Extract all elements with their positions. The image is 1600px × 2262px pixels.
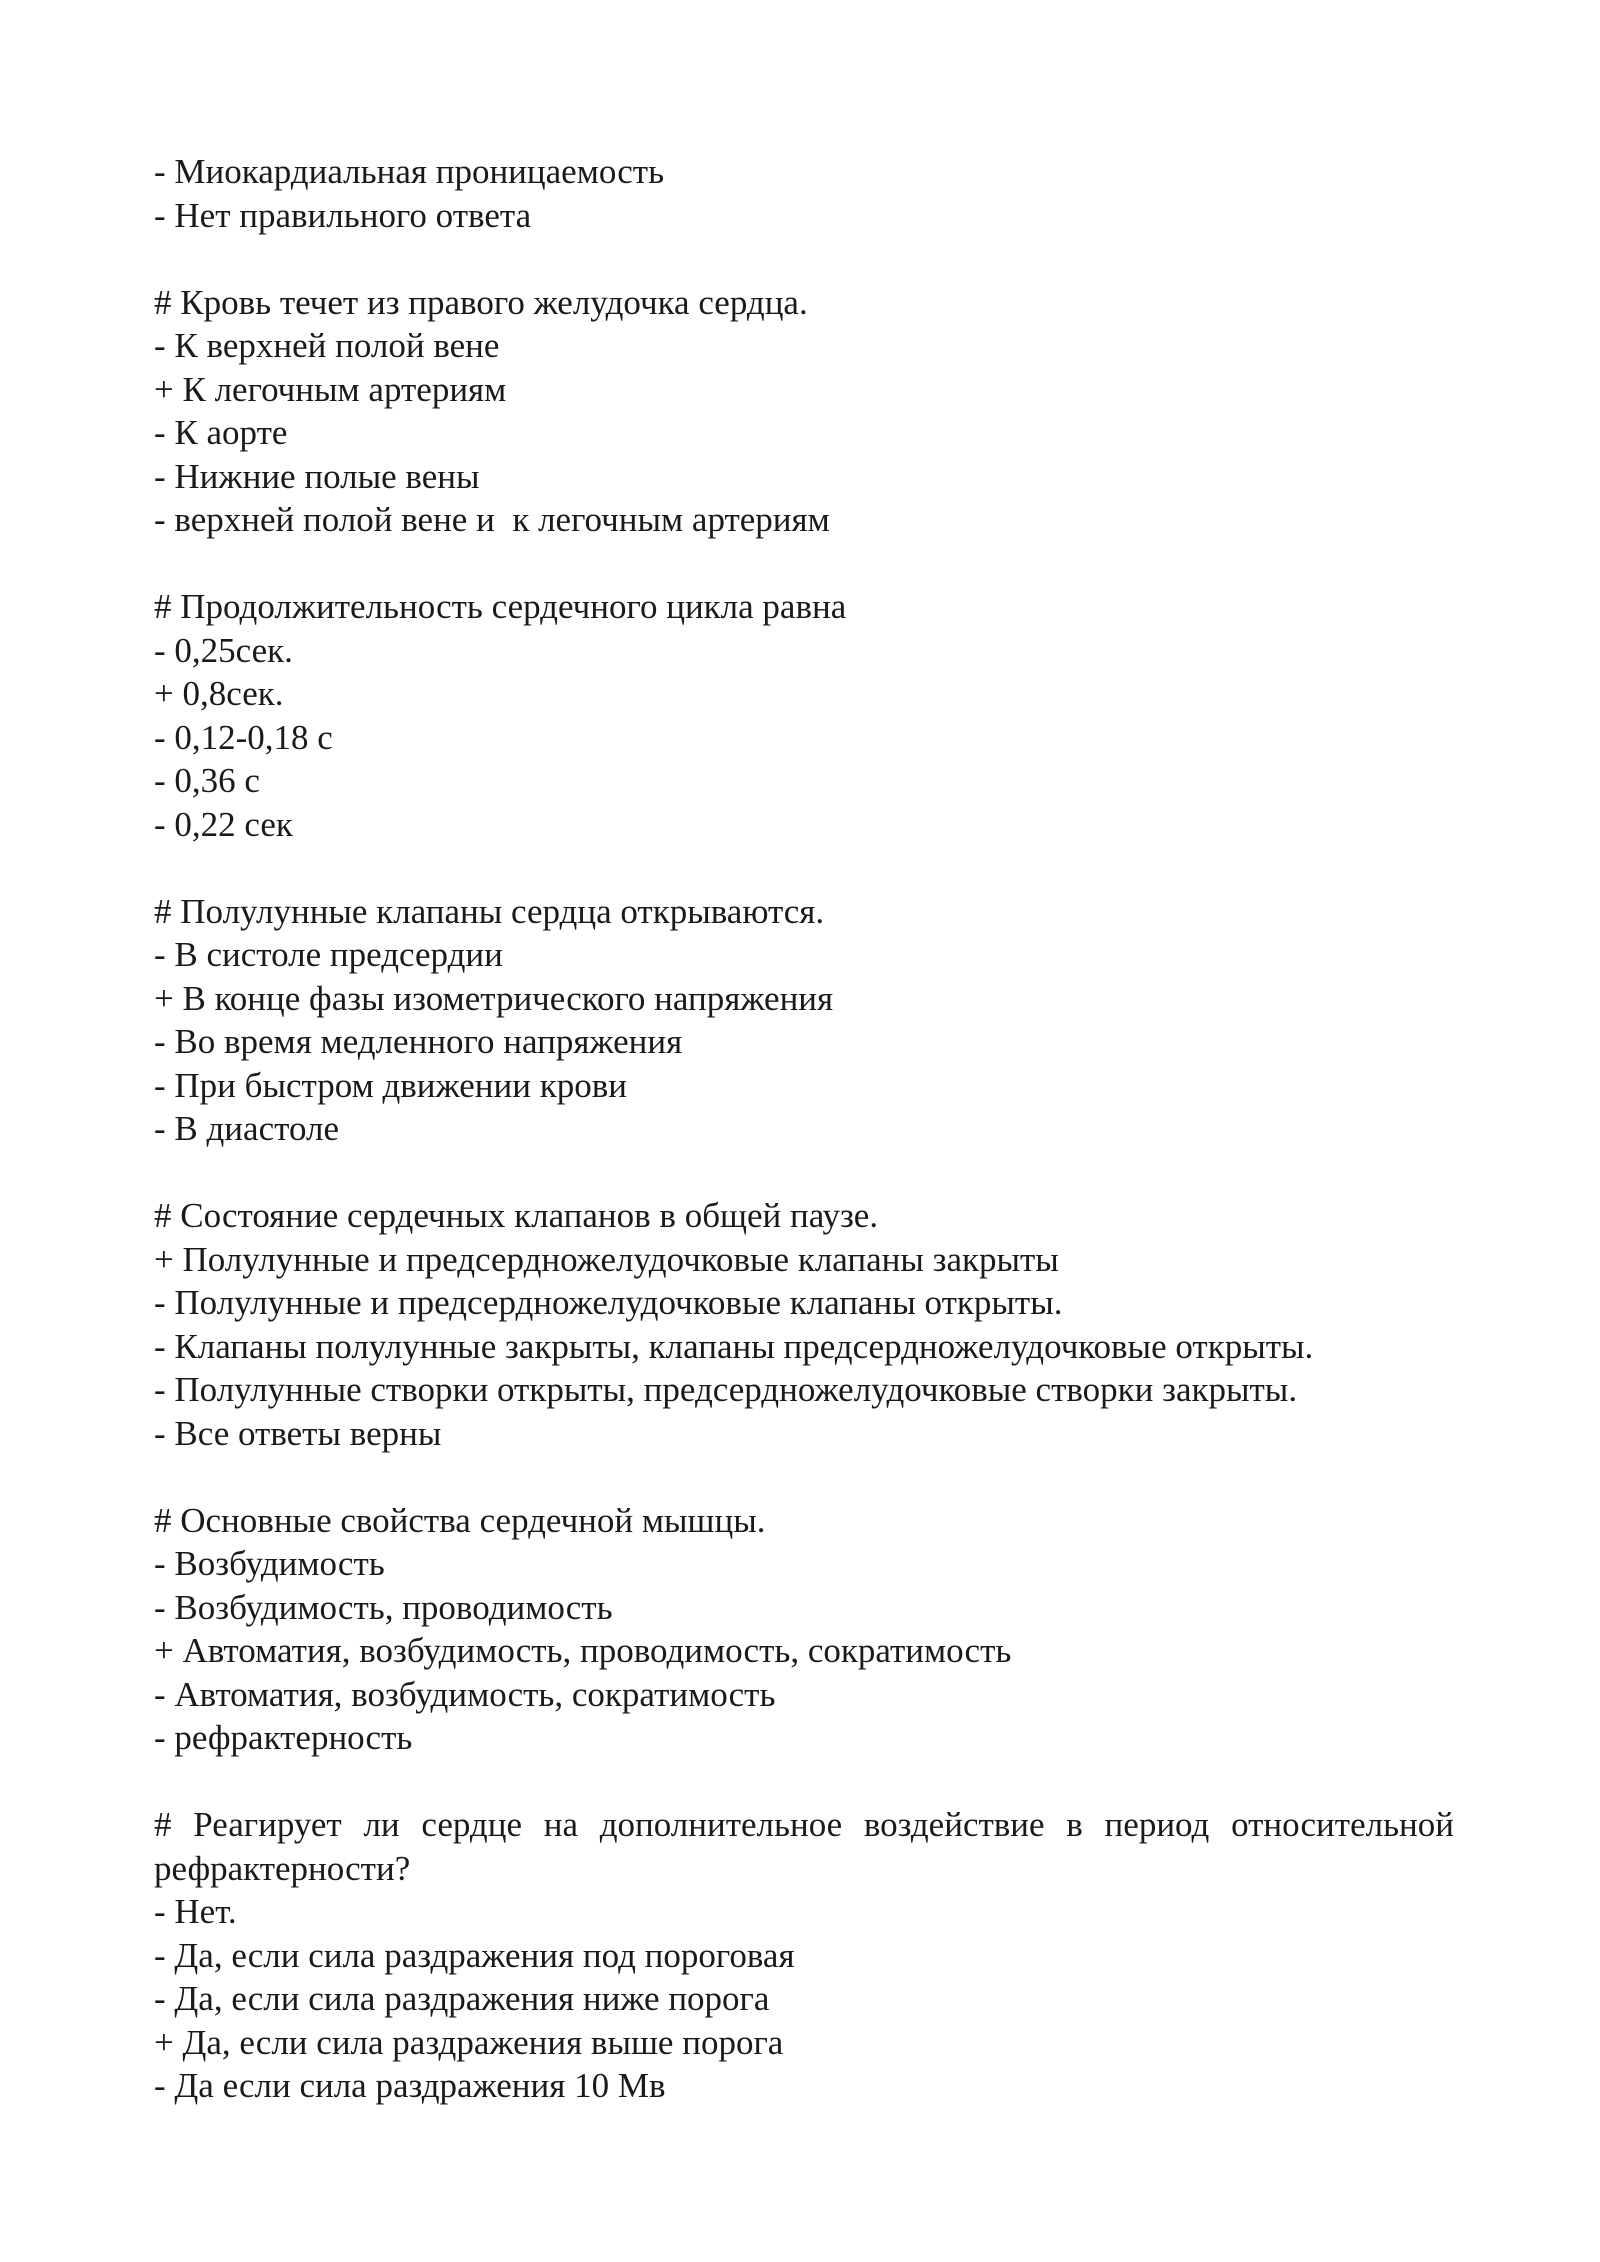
- answer-option-correct: + Полулунные и предсердножелудочковые клапаны закрыты: [154, 1239, 1059, 1279]
- answer-option-correct: + Автоматия, возбудимость, проводимость, сократимость: [154, 1631, 1012, 1670]
- answer-option-correct: + 0,8сек.: [154, 674, 284, 713]
- answer-option: - 0,22 сек: [154, 804, 293, 844]
- question-block: [154, 1499, 1454, 1760]
- question-block: [154, 1194, 1454, 1455]
- question-text: # Продолжительность сердечного цикла равна: [154, 587, 847, 626]
- answer-option: - 0,25сек.: [154, 630, 293, 670]
- answer-option: - Клапаны полулунные закрыты, клапаны предсердножелудочковые открыты.: [154, 1326, 1314, 1366]
- answer-option: - В систоле предсердии: [154, 935, 503, 974]
- answer-option: - К аорте: [154, 413, 288, 452]
- answer-option: - Нижние полые вены: [154, 456, 480, 496]
- answer-option: - рефрактерность: [154, 1718, 413, 1757]
- answer-option: - Возбудимость: [154, 1544, 385, 1583]
- question-block: [154, 1803, 1454, 2108]
- answer-option: - Да, если сила раздражения под пороговая: [154, 1935, 795, 1975]
- answer-option: - Возбудимость, проводимость: [154, 1587, 613, 1627]
- question-text: # Полулунные клапаны сердца открываются.: [154, 891, 825, 931]
- answer-option: - Да если сила раздражения 10 Мв: [154, 2066, 666, 2105]
- answer-option: - Полулунные и предсердножелудочковые клапаны открыты.: [154, 1283, 1063, 1322]
- answer-option: - Все ответы верны: [154, 1413, 442, 1453]
- answer-option: - Во время медленного напряжения: [154, 1022, 683, 1061]
- answer-option: - К верхней полой вене: [154, 326, 500, 365]
- question-text: # Реагирует ли сердце на дополнительное воздействие в период относительной рефрактерности?: [154, 1805, 1454, 1888]
- answer-option-correct: + В конце фазы изометрического напряжения: [154, 978, 834, 1018]
- question-text: # Кровь течет из правого желудочка сердца.: [154, 282, 808, 322]
- answer-option: - В диастоле: [154, 1109, 339, 1148]
- answer-option: - При быстром движении крови: [154, 1065, 627, 1105]
- question-block: [154, 890, 1454, 1151]
- answer-option: - Нет правильного ответа: [154, 195, 532, 235]
- answer-option: - 0,36 с: [154, 761, 260, 800]
- question-text: # Основные свойства сердечной мышцы.: [154, 1500, 766, 1540]
- answer-option: - 0,12-0,18 с: [154, 717, 333, 757]
- answer-option: - Да, если сила раздражения ниже порога: [154, 1979, 770, 2018]
- answer-option: - Автоматия, возбудимость, сократимость: [154, 1674, 776, 1714]
- answer-option: - Полулунные створки открыты, предсердножелудочковые створки закрыты.: [154, 1370, 1298, 1409]
- document-page: [154, 150, 1454, 2108]
- top-options: [154, 150, 1454, 237]
- answer-option: - верхней полой вене и к легочным артериям: [154, 500, 830, 539]
- question-block: [154, 281, 1454, 542]
- answer-option-correct: + К легочным артериям: [154, 369, 507, 409]
- question-text: # Состояние сердечных клапанов в общей паузе.: [154, 1196, 879, 1235]
- answer-option-correct: + Да, если сила раздражения выше порога: [154, 2022, 784, 2062]
- answer-option: - Нет.: [154, 1892, 237, 1931]
- question-block: [154, 585, 1454, 846]
- answer-option: - Миокардиальная проницаемость: [154, 152, 665, 191]
